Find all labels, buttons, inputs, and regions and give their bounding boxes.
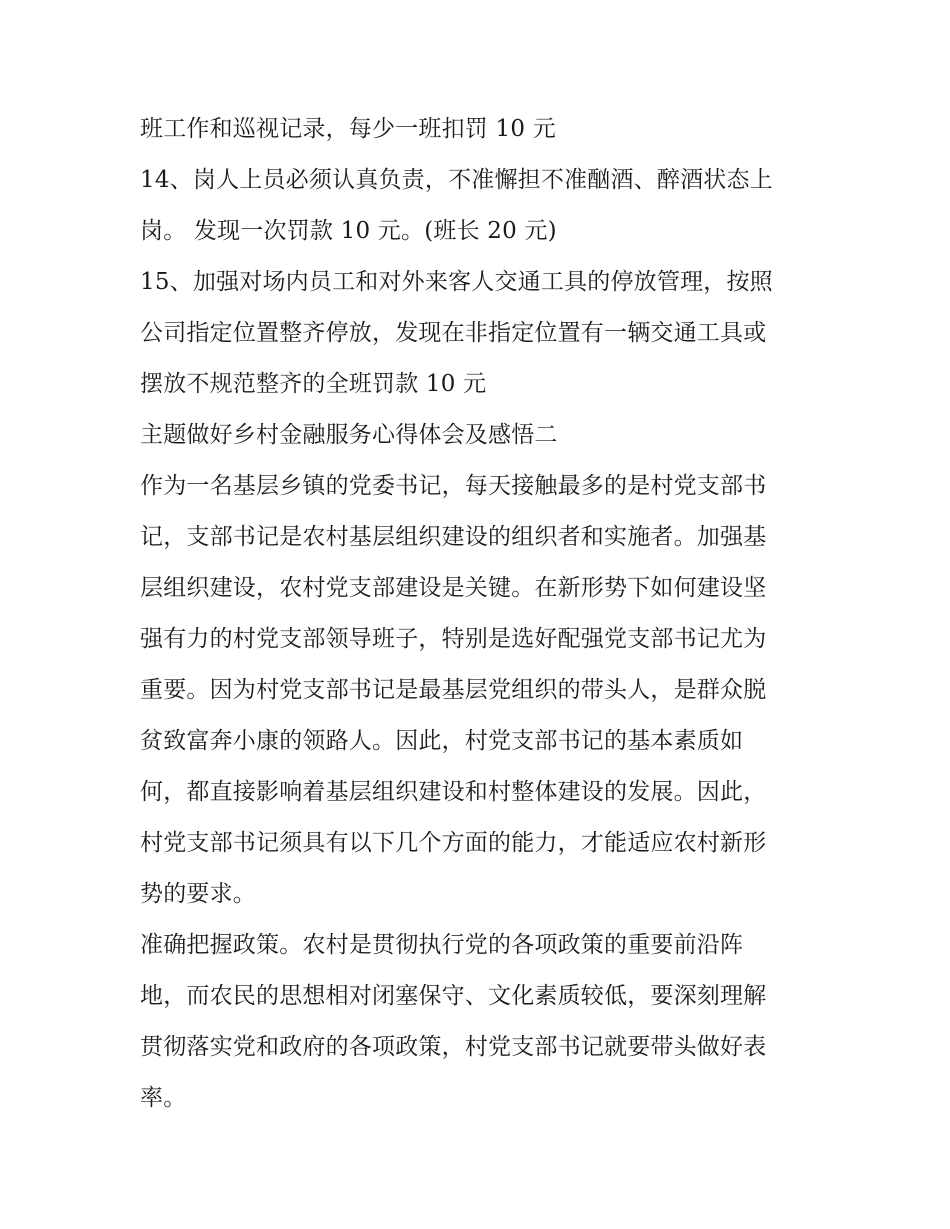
text-line: 何，都直接影响着基层组织建设和村整体建设的发展。因此，	[140, 779, 767, 805]
section-heading: 主题做好乡村金融服务心得体会及感悟二	[140, 422, 558, 448]
text-line: 作为一名基层乡镇的党委书记，每天接触最多的是村党支部书	[140, 473, 767, 499]
text-line: 村党支部书记须具有以下几个方面的能力，才能适应农村新形	[140, 830, 767, 856]
text-line: 势的要求。	[140, 881, 256, 907]
text-line: 层组织建设，农村党支部建设是关键。在新形势下如何建设坚	[140, 575, 767, 601]
text-line: 贯彻落实党和政府的各项政策，村党支部书记就要带头做好表	[140, 1034, 767, 1060]
text-line: 准确把握政策。农村是贯彻执行党的各项政策的重要前沿阵	[140, 932, 744, 958]
document-body	[140, 104, 816, 1124]
text-line: 重要。因为村党支部书记是最基层党组织的带头人，是群众脱	[140, 677, 767, 703]
text-line: 贫致富奔小康的领路人。因此，村党支部书记的基本素质如	[140, 728, 744, 754]
text-line: 班工作和巡视记录，每少一班扣罚 10 元	[140, 116, 556, 142]
text-line: 14、岗人上员必须认真负责，不准懈担不准酗酒、醉酒状态上	[140, 167, 773, 193]
text-line: 地，而农民的思想相对闭塞保守、文化素质较低，要深刻理解	[140, 983, 767, 1009]
text-line: 摆放不规范整齐的全班罚款 10 元	[140, 371, 487, 397]
text-line: 15、加强对场内员工和对外来客人交通工具的停放管理，按照	[140, 269, 773, 295]
text-line: 强有力的村党支部领导班子，特别是选好配强党支部书记尤为	[140, 626, 767, 652]
text-line: 公司指定位置整齐停放，发现在非指定位置有一辆交通工具或	[140, 320, 767, 346]
text-line: 率。	[140, 1085, 187, 1111]
text-line: 记，支部书记是农村基层组织建设的组织者和实施者。加强基	[140, 524, 767, 550]
text-line: 岗。 发现一次罚款 10 元。(班长 20 元)	[140, 218, 557, 244]
